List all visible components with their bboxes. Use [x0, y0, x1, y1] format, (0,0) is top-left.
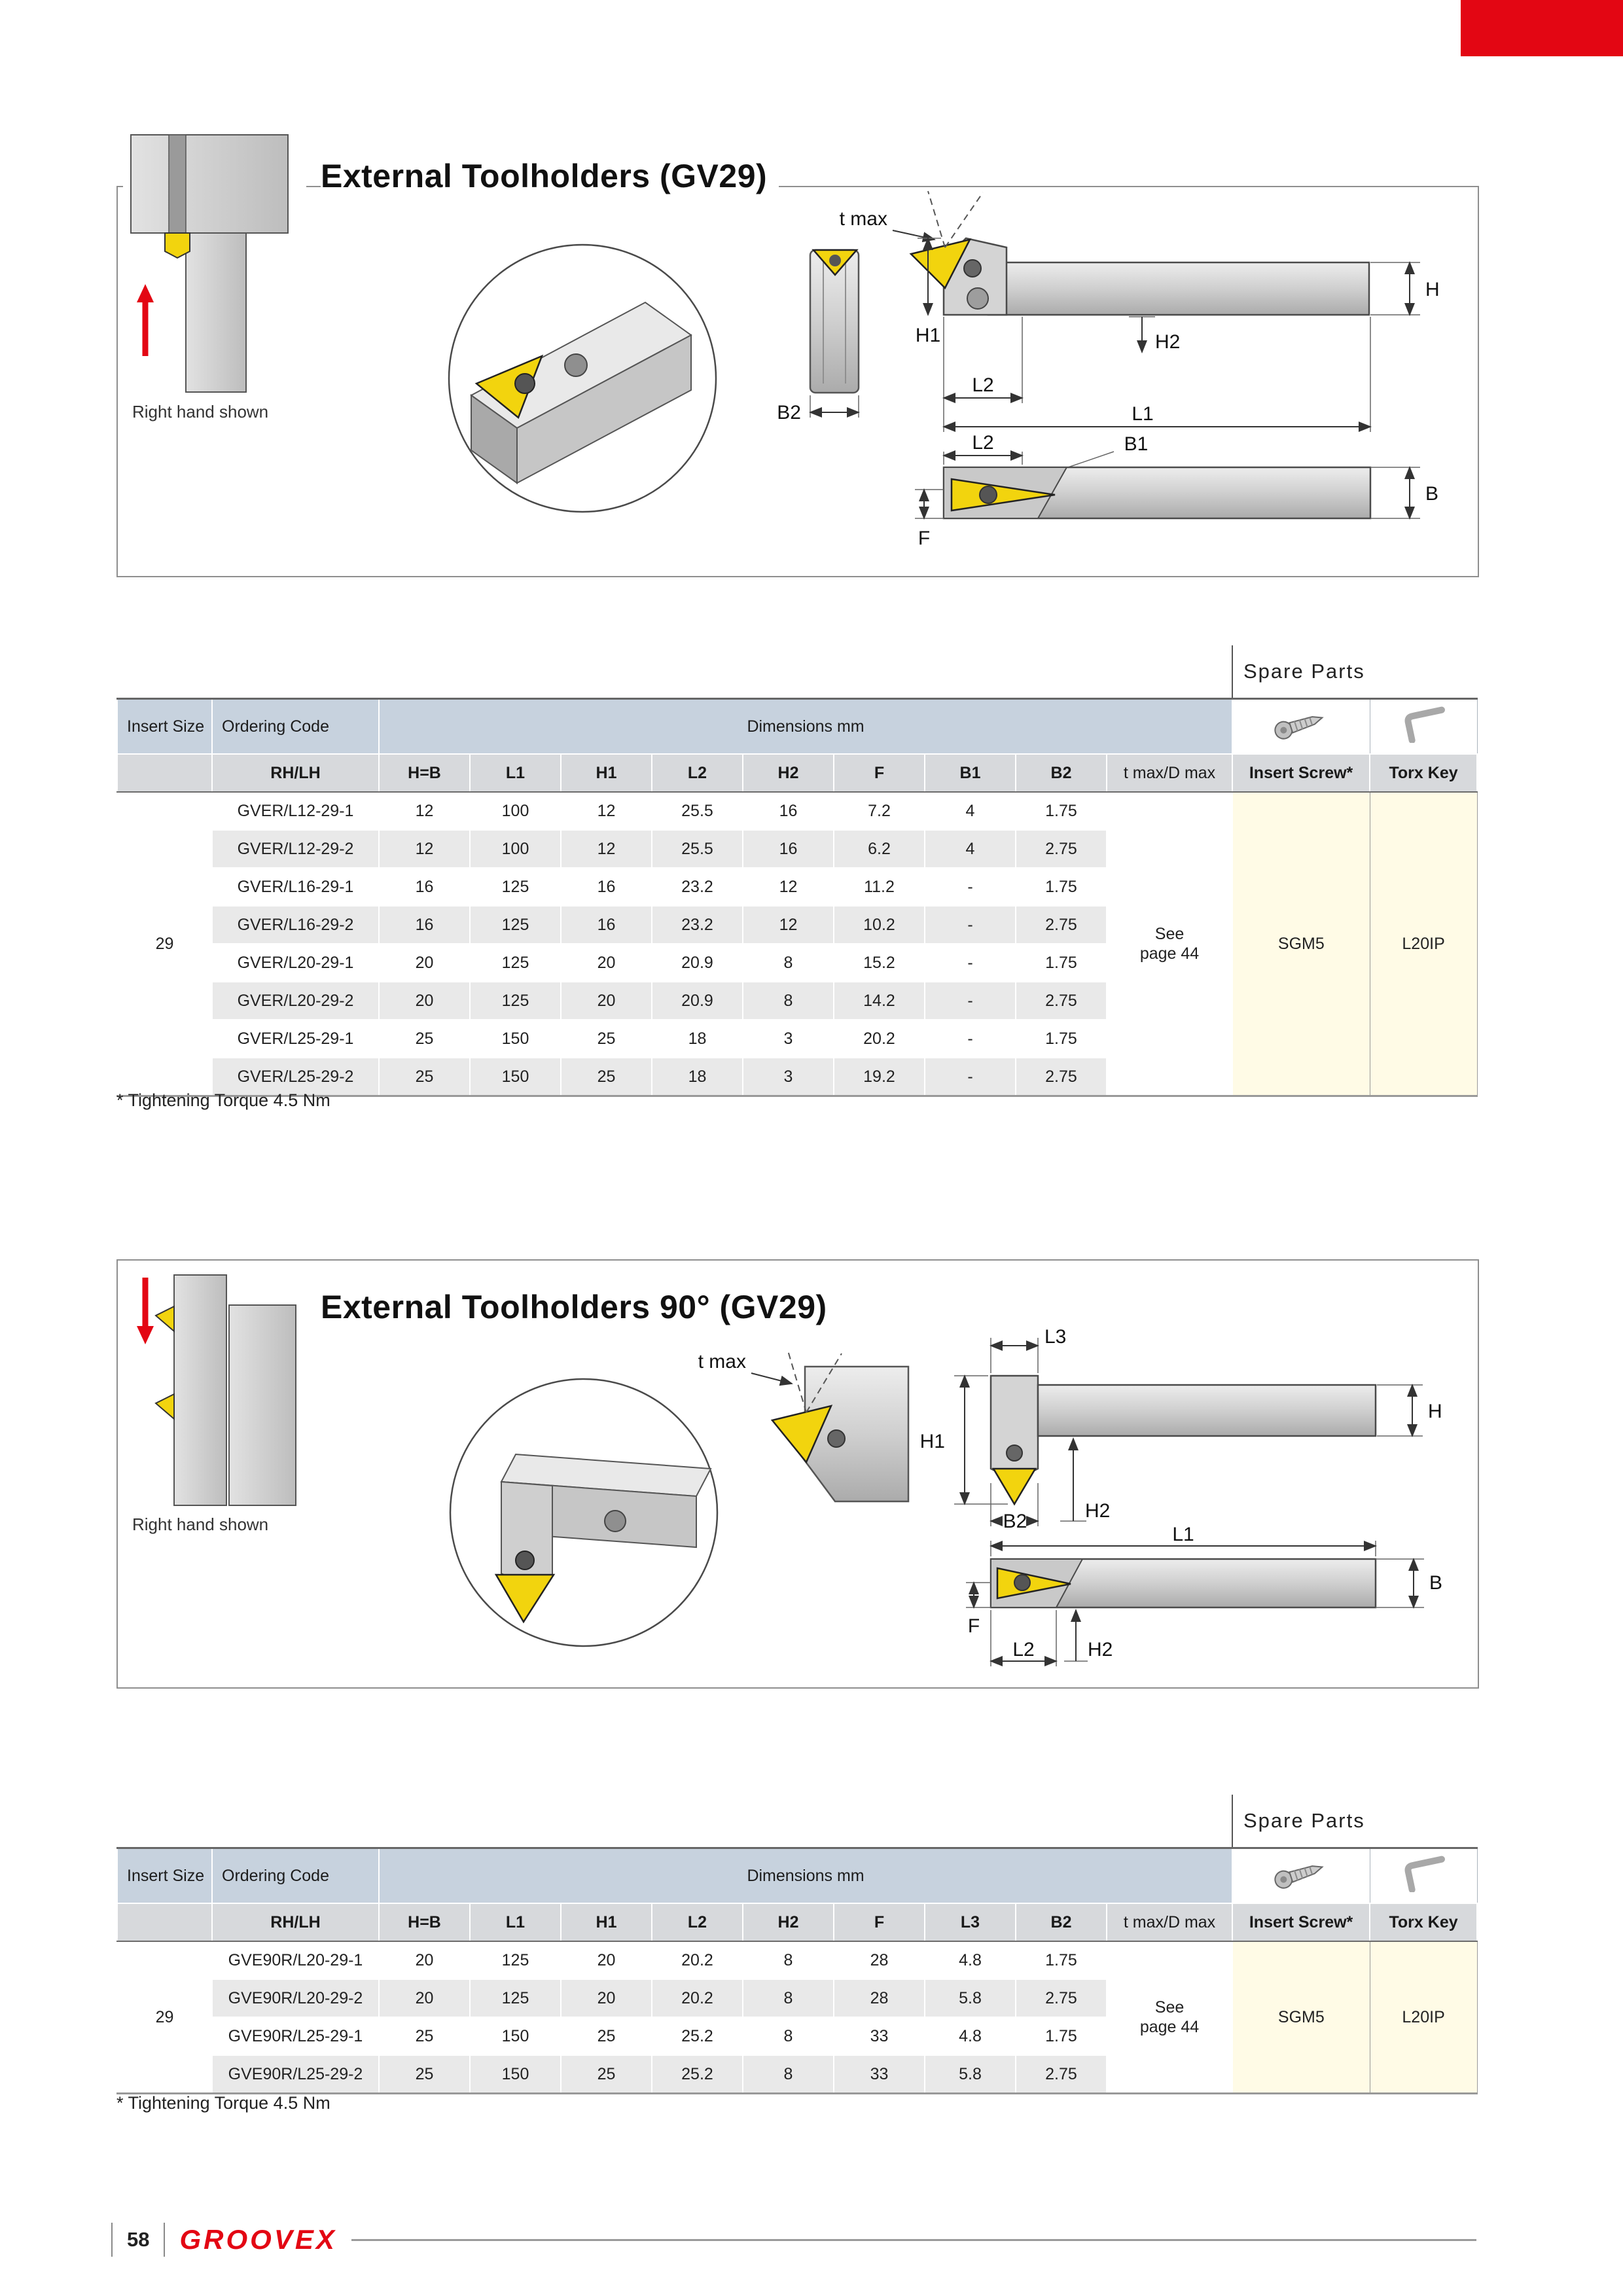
tmax-header: t max/D max [1107, 1903, 1232, 1941]
dim-value: 125 [470, 1979, 561, 2017]
dim-value: - [925, 906, 1016, 944]
dim-value: 8 [743, 944, 834, 982]
insert-tip [156, 1394, 174, 1419]
dim-value: 150 [470, 2017, 561, 2055]
dim-value: 20.9 [652, 944, 743, 982]
dim-value: 6.2 [834, 830, 925, 868]
dim-value: 14.2 [834, 982, 925, 1020]
dim-value: 125 [470, 868, 561, 906]
dim-label-b2: B2 [777, 402, 801, 423]
dim-label-l2: L2 [1012, 1639, 1035, 1660]
dim-value: 4 [925, 792, 1016, 830]
dimensions-header: Dimensions mm [379, 1848, 1232, 1904]
col-header: H=B [379, 754, 470, 792]
rhlh-header: RH/LH [212, 1903, 379, 1941]
dim-value: 18 [652, 1058, 743, 1096]
detail-circle-view [449, 245, 716, 512]
dim-label-h1: H1 [919, 1431, 945, 1452]
dim-label-b: B [1429, 1572, 1443, 1594]
ordering-code: GVE90R/L25-29-2 [212, 2055, 379, 2094]
dim-value: 20 [379, 1979, 470, 2017]
dim-value: 4.8 [925, 1941, 1016, 1979]
insert-screw-icon [1270, 1856, 1332, 1892]
hand-note-2: Right hand shown [132, 1513, 272, 1536]
dim-value: 12 [561, 830, 652, 868]
dim-value: 25.2 [652, 2017, 743, 2055]
dim-label-f: F [918, 528, 931, 549]
dim-value: 2.75 [1016, 1979, 1107, 2017]
ordering-code: GVER/L12-29-1 [212, 792, 379, 830]
table-body [117, 1941, 1477, 2094]
dim-label-h1: H1 [915, 325, 941, 346]
insert-screw-col-header: Insert Screw* [1232, 1903, 1370, 1941]
dim-label-l3: L3 [1044, 1326, 1067, 1348]
dim-value: 19.2 [834, 1058, 925, 1096]
dim-value: 23.2 [652, 868, 743, 906]
dim-value: 15.2 [834, 944, 925, 982]
dim-label-l2-side: L2 [972, 374, 994, 396]
rhlh-header: RH/LH [212, 754, 379, 792]
col-header: H1 [561, 1903, 652, 1941]
dim-value: 3 [743, 1058, 834, 1096]
torx-key-icon-cell [1370, 699, 1477, 755]
dim-value: 125 [470, 982, 561, 1020]
dim-value: 25 [379, 2017, 470, 2055]
dim-value: 28 [834, 1979, 925, 2017]
dim-value: 1.75 [1016, 2017, 1107, 2055]
dim-value: 16 [561, 906, 652, 944]
dim-value: 25 [561, 1020, 652, 1058]
brand-logo: GROOVEX [179, 2224, 337, 2255]
dim-label-tmax: t max [839, 208, 887, 230]
dim-value: 12 [743, 906, 834, 944]
dim-value: 20 [561, 982, 652, 1020]
table-body [117, 792, 1477, 1096]
ordering-code: GVER/L20-29-2 [212, 982, 379, 1020]
top-view-90 [966, 1524, 1442, 1666]
dim-value: 20.2 [834, 1020, 925, 1058]
insert-tip [156, 1306, 174, 1331]
ordering-code: GVER/L20-29-1 [212, 944, 379, 982]
dim-value: 25 [561, 1058, 652, 1096]
insert-screw-icon [1270, 706, 1332, 743]
see-page-note: See page 44 [1107, 792, 1232, 1096]
side-view-90 [920, 1326, 1442, 1532]
dim-label-h: H [1428, 1401, 1442, 1422]
toolholder-diagram-1 [118, 187, 1478, 576]
insert-size-value: 29 [117, 792, 212, 1096]
dim-value: 23.2 [652, 906, 743, 944]
torx-key-col-header: Torx Key [1370, 1903, 1477, 1941]
dim-value: 8 [743, 982, 834, 1020]
dim-value: 8 [743, 1979, 834, 2017]
dim-value: 10.2 [834, 906, 925, 944]
dim-label-b1: B1 [1124, 433, 1149, 455]
torx-key-value: L20IP [1370, 792, 1477, 1096]
dim-value: 28 [834, 1941, 925, 1979]
dim-value: - [925, 1058, 1016, 1096]
dim-value: 12 [561, 792, 652, 830]
footnote-2: * Tightening Torque 4.5 Nm [116, 2093, 330, 2113]
dim-label-b2: B2 [1003, 1511, 1027, 1532]
ordering-code: GVE90R/L25-29-1 [212, 2017, 379, 2055]
insert-screw-value: SGM5 [1232, 1941, 1370, 2094]
dimensions-header: Dimensions mm [379, 699, 1232, 755]
see-page-note: See page 44 [1107, 1941, 1232, 2094]
front-view-tmax [698, 1351, 908, 1501]
dim-value: 8 [743, 2017, 834, 2055]
spec-table-external-90 [116, 1847, 1478, 2094]
col-header: F [834, 754, 925, 792]
footer-rule [351, 2239, 1476, 2241]
dim-value: 20 [561, 944, 652, 982]
dim-value: - [925, 1020, 1016, 1058]
dim-value: 150 [470, 2055, 561, 2094]
ordering-code: GVER/L25-29-2 [212, 1058, 379, 1096]
torx-key-icon-cell [1370, 1848, 1477, 1904]
dim-value: 33 [834, 2017, 925, 2055]
dim-value: 2.75 [1016, 830, 1107, 868]
torx-key-value: L20IP [1370, 1941, 1477, 2094]
dim-value: 25 [379, 1058, 470, 1096]
dim-value: 12 [379, 830, 470, 868]
dim-value: 1.75 [1016, 868, 1107, 906]
col-header: L1 [470, 1903, 561, 1941]
insert-screw-icon-cell [1232, 699, 1370, 755]
dim-value: 1.75 [1016, 944, 1107, 982]
dim-value: 5.8 [925, 2055, 1016, 2094]
col-header: H2 [743, 1903, 834, 1941]
insert-screw-icon-cell [1232, 1848, 1370, 1904]
dim-value: 18 [652, 1020, 743, 1058]
dim-value: 20 [561, 1979, 652, 2017]
ordering-code: GVER/L16-29-2 [212, 906, 379, 944]
dim-value: 5.8 [925, 1979, 1016, 2017]
ordering-code-header: Ordering Code [212, 699, 379, 755]
dim-label-b: B [1425, 483, 1439, 505]
dim-value: 16 [379, 868, 470, 906]
dim-value: 16 [743, 792, 834, 830]
feed-direction-arrow-up [137, 284, 154, 302]
table-row [117, 1941, 1477, 1979]
feed-direction-arrow-down [137, 1326, 154, 1344]
col-header: L2 [652, 754, 743, 792]
dim-value: 8 [743, 1941, 834, 1979]
side-view [840, 191, 1440, 467]
dim-value: 4 [925, 830, 1016, 868]
page-footer [111, 2223, 1476, 2257]
dim-value: 16 [743, 830, 834, 868]
ordering-code: GVER/L12-29-2 [212, 830, 379, 868]
dim-value: 25 [561, 2017, 652, 2055]
col-header: L2 [652, 1903, 743, 1941]
col-header: F [834, 1903, 925, 1941]
footer-divider [164, 2223, 165, 2257]
dim-value: 100 [470, 792, 561, 830]
dim-label-h2: H2 [1155, 331, 1181, 353]
col-header: H1 [561, 754, 652, 792]
dim-value: 125 [470, 906, 561, 944]
col-header: B1 [925, 754, 1016, 792]
col-header: L1 [470, 754, 561, 792]
dim-value: 20 [561, 1941, 652, 1979]
dim-value: - [925, 944, 1016, 982]
footnote-1: * Tightening Torque 4.5 Nm [116, 1090, 330, 1110]
section1-title: External Toolholders (GV29) [321, 157, 779, 198]
dim-value: - [925, 868, 1016, 906]
col-header: H2 [743, 754, 834, 792]
spare-parts-text: Spare Parts [1243, 1809, 1365, 1832]
hand-orientation-figure-2 [123, 1268, 306, 1508]
dim-value: 20 [379, 1941, 470, 1979]
dim-label-l2-top: L2 [972, 432, 994, 454]
dim-value: - [925, 982, 1016, 1020]
torx-key-icon [1392, 1856, 1455, 1892]
dim-label-l1: L1 [1172, 1524, 1194, 1545]
col-header: B2 [1016, 754, 1107, 792]
dim-label-h: H [1425, 279, 1440, 300]
hand-note-1: Right hand shown [132, 401, 272, 423]
dim-value: 2.75 [1016, 1058, 1107, 1096]
group-header-row [117, 1848, 1477, 1904]
dim-value: 16 [379, 906, 470, 944]
dim-value: 100 [470, 830, 561, 868]
dim-value: 11.2 [834, 868, 925, 906]
diagram-box-1 [116, 186, 1479, 577]
top-view [915, 432, 1438, 549]
col-header: B2 [1016, 1903, 1107, 1941]
spare-parts-text: Spare Parts [1243, 660, 1365, 683]
dim-value: 20.2 [652, 1941, 743, 1979]
torx-key-icon [1392, 706, 1455, 743]
dim-value: 20.2 [652, 1979, 743, 2017]
dim-value: 1.75 [1016, 792, 1107, 830]
dim-value: 2.75 [1016, 2055, 1107, 2094]
dim-label-tmax: t max [698, 1351, 746, 1372]
front-view-b2 [777, 250, 859, 423]
table-row [117, 792, 1477, 830]
ordering-code: GVER/L25-29-1 [212, 1020, 379, 1058]
ordering-code: GVE90R/L20-29-2 [212, 1979, 379, 2017]
dim-value: 150 [470, 1058, 561, 1096]
dim-value: 25.5 [652, 792, 743, 830]
col-header: H=B [379, 1903, 470, 1941]
page-number: 58 [127, 2228, 150, 2251]
insert-size-header: Insert Size [117, 699, 212, 755]
insert-size-value: 29 [117, 1941, 212, 2094]
dim-value: 12 [379, 792, 470, 830]
dim-value: 20.9 [652, 982, 743, 1020]
dim-value: 1.75 [1016, 1941, 1107, 1979]
torx-key-col-header: Torx Key [1370, 754, 1477, 792]
dim-value: 20 [379, 982, 470, 1020]
dim-value: 12 [743, 868, 834, 906]
column-header-row [117, 1903, 1477, 1941]
footer-divider [111, 2223, 113, 2257]
ordering-code: GVE90R/L20-29-1 [212, 1941, 379, 1979]
dim-label-h2-bottom: H2 [1088, 1639, 1113, 1660]
dim-value: 4.8 [925, 2017, 1016, 2055]
dim-value: 25 [379, 1020, 470, 1058]
dim-label-l1: L1 [1132, 403, 1154, 425]
dim-value: 150 [470, 1020, 561, 1058]
dim-value: 25 [561, 2055, 652, 2094]
tmax-header: t max/D max [1107, 754, 1232, 792]
ordering-code-header: Ordering Code [212, 1848, 379, 1904]
dim-value: 25.5 [652, 830, 743, 868]
ordering-code: GVER/L16-29-1 [212, 868, 379, 906]
dim-value: 125 [470, 1941, 561, 1979]
dim-value: 20 [379, 944, 470, 982]
dim-value: 125 [470, 944, 561, 982]
dim-label-f: F [967, 1615, 980, 1637]
col-header: L3 [925, 1903, 1016, 1941]
insert-screw-value: SGM5 [1232, 792, 1370, 1096]
empty-header [117, 1903, 212, 1941]
section2-title: External Toolholders 90° (GV29) [321, 1288, 839, 1329]
dim-value: 33 [834, 2055, 925, 2094]
group-header-row [117, 699, 1477, 755]
spare-parts-heading-1 [1232, 645, 1365, 698]
dim-label-h2-top: H2 [1085, 1500, 1111, 1522]
spec-table-external [116, 698, 1478, 1097]
dim-value: 2.75 [1016, 906, 1107, 944]
dim-value: 3 [743, 1020, 834, 1058]
insert-screw-col-header: Insert Screw* [1232, 754, 1370, 792]
empty-header [117, 754, 212, 792]
dim-value: 2.75 [1016, 982, 1107, 1020]
dim-value: 25.2 [652, 2055, 743, 2094]
dim-value: 25 [379, 2055, 470, 2094]
dim-value: 8 [743, 2055, 834, 2094]
dim-value: 7.2 [834, 792, 925, 830]
dim-value: 1.75 [1016, 1020, 1107, 1058]
dim-value: 16 [561, 868, 652, 906]
spare-parts-heading-2 [1232, 1795, 1365, 1847]
insert-size-header: Insert Size [117, 1848, 212, 1904]
column-header-row [117, 754, 1477, 792]
detail-circle-view [450, 1379, 717, 1646]
hand-orientation-figure-1 [123, 134, 306, 395]
red-corner-tab [1461, 0, 1623, 56]
